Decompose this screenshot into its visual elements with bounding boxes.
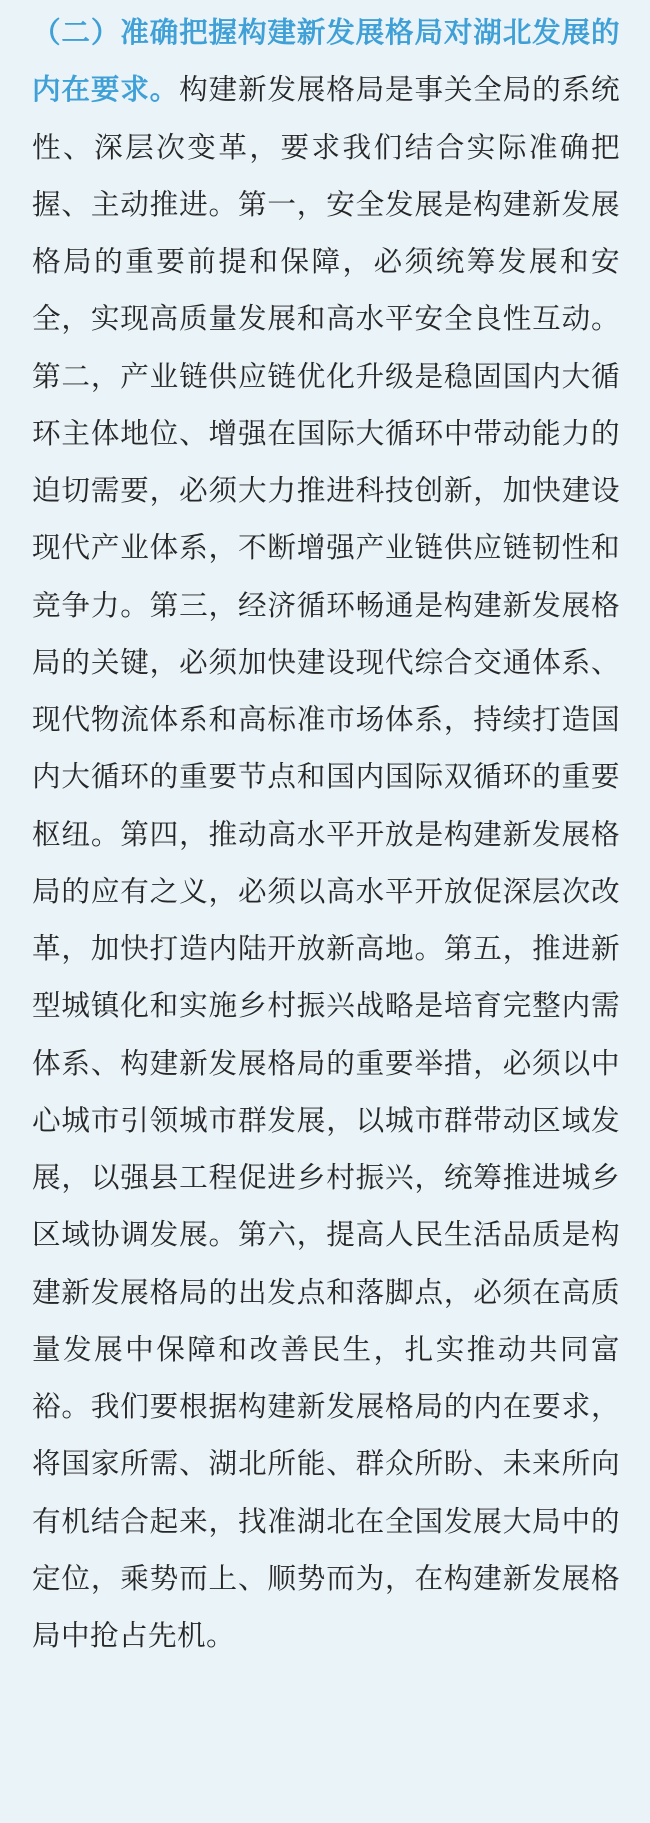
article-paragraph	[32, 4, 620, 1664]
paragraph-body: 构建新发展格局是事关全局的系统性、深层次变革，要求我们结合实际准确把握、主动推进。第一，安全发展是构建新发展格局的重要前提和保障，必须统筹发展和安全，实现高质量发展和高水平安全良性互动。第二，产业链供应链优化升级是稳固国内大循环主体地位、增强在国际大循环中带动能力的迫切需要，必须大力推进科技创新，加快建设现代产业体系，不断增强产业链供应链韧性和竞争力。第三，经济循环畅通是构建新发展格局的关键，必须加快建设现代综合交通体系、现代物流体系和高标准市场体系，持续打造国内大循环的重要节点和国内国际双循环的重要枢纽。第四，推动高水平开放是构建新发展格局的应有之义，必须以高水平开放促深层次改革，加快打造内陆开放新高地。第五，推进新型城镇化和实施乡村振兴战略是培育完整内需体系、构建新发展格局的重要举措，必须以中心城市引领城市群发展，以城市群带动区域发展，以强县工程促进乡村振兴，统筹推进城乡区域协调发展。第六，提高人民生活品质是构建新发展格局的出发点和落脚点，必须在高质量发展中保障和改善民生，扎实推动共同富裕。我们要根据构建新发展格局的内在要求，将国家所需、湖北所能、群众所盼、未来所向有机结合起来，找准湖北在全国发展大局中的定位，乘势而上、顺势而为，在构建新发展格局中抢占先机。	[32, 72, 620, 1652]
section-heading: （二）准确把握构建新发展格局对湖北发展的内在要求。	[32, 15, 620, 107]
